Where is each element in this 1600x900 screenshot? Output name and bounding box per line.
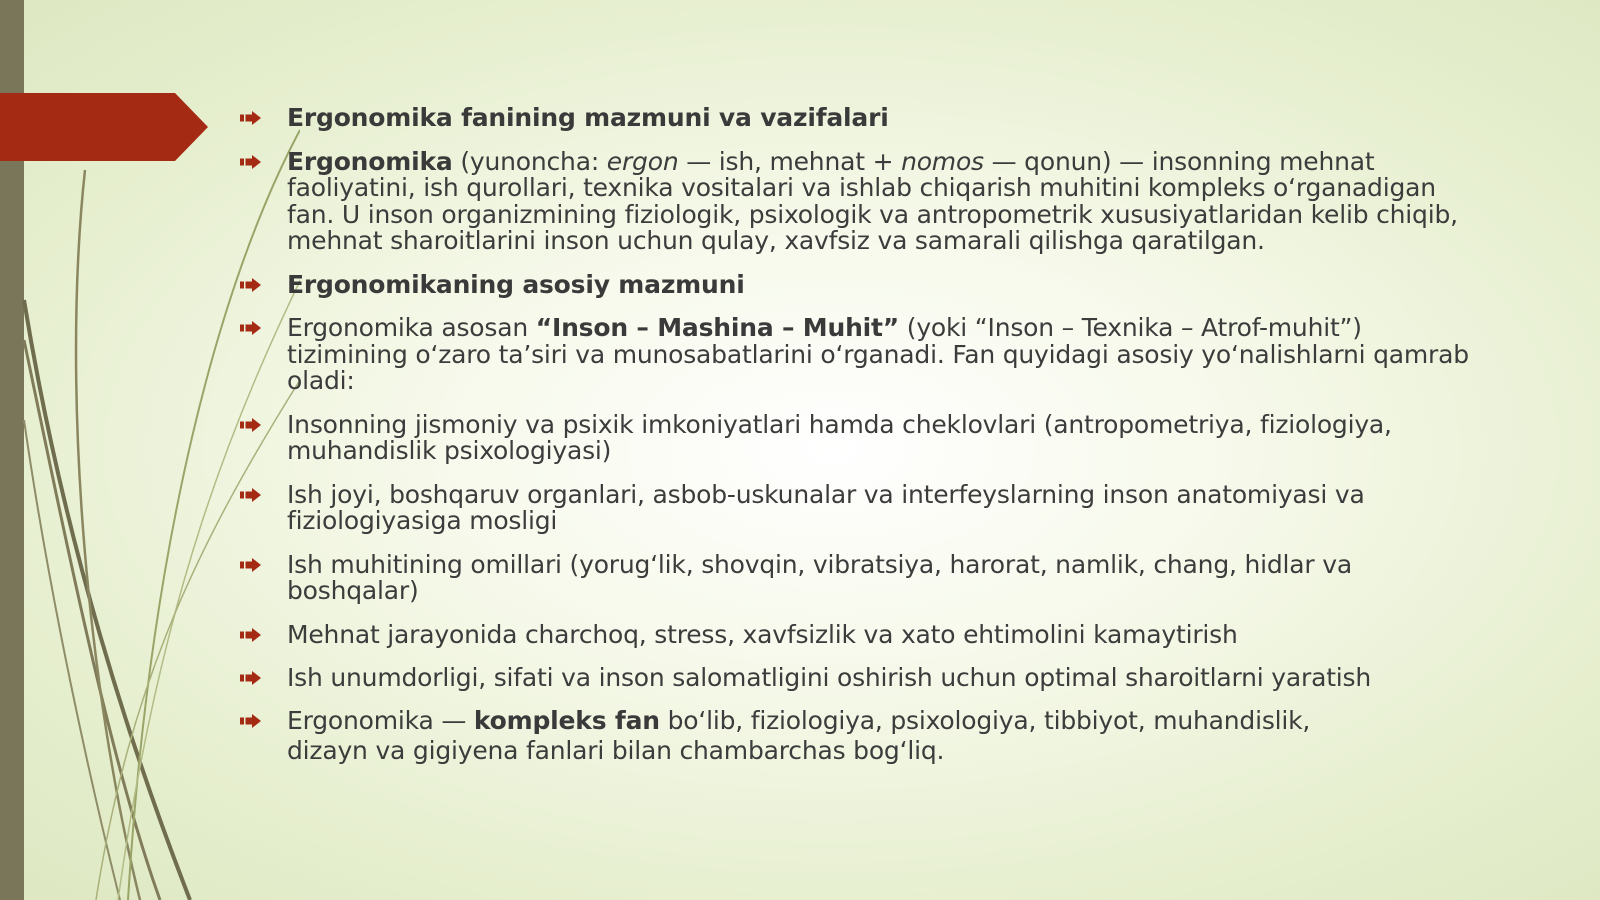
- item-text: Mehnat jarayonida charchoq, stress, xavfsizlik va xato ehtimolini kamaytirish: [287, 619, 1238, 649]
- list-item: [240, 409, 1470, 465]
- term-bold: kompleks fan: [473, 705, 660, 735]
- text-segment: (yoki “Inson – Texnika – Atrof-muhit”) tizimining o‘zaro ta’siri va munosabatlarini o‘rganadi. Fan quyidagi asosiy yo‘nalishlarni qamrab oladi:: [287, 313, 1469, 395]
- arrow-bullet-icon: [240, 418, 262, 432]
- text-segment: — qonun) — insonning mehnat faoliyatini, ish qurollari, texnika vositalari va ishlab chiqarish muhitini kompleks o‘rganadigan fan. U inson organizmining fiziologik, psixologik va antropometrik xususiyatlaridan kelib chiqib, mehnat sharoitlarini inson uchun qulay, xavfsiz va samarali qilishga qaratilgan.: [287, 146, 1458, 255]
- item-text: Ish joyi, boshqaruv organlari, asbob-uskunalar va interfeyslarning inson anatomiyasi va fiziologiyasiga mosligi: [287, 479, 1365, 535]
- item-text: Ish unumdorligi, sifati va inson salomatligini oshirish uchun optimal sharoitlarni yaratish: [287, 663, 1372, 692]
- arrow-bullet-icon: [240, 488, 262, 502]
- text-segment: bo‘lib, fiziologiya, psixologiya, tibbiyot, muhandislik,: [659, 705, 1311, 735]
- list-item: [240, 146, 1470, 255]
- list-item: [240, 665, 1470, 692]
- list-item: [240, 619, 1470, 649]
- title-arrow-banner: [0, 93, 210, 161]
- arrow-bullet-icon: [240, 671, 262, 685]
- arrow-bullet-icon: [240, 714, 262, 728]
- arrow-bullet-icon: [240, 558, 262, 572]
- arrow-bullet-icon: [240, 278, 262, 292]
- text-segment: dizayn va gigiyena fanlari bilan chambarchas bog‘liq.: [287, 736, 945, 765]
- bullet-list: [240, 105, 1470, 782]
- text-segment: Ergonomika —: [287, 705, 474, 735]
- item-text: Insonning jismoniy va psixik imkoniyatlari hamda cheklovlari (antropometriya, fiziologiya, muhandislik psixologiyasi): [287, 409, 1392, 465]
- list-item: [240, 549, 1470, 605]
- list-item: [240, 479, 1470, 535]
- arrow-bullet-icon: [240, 111, 262, 125]
- term-bold: Ergonomika: [287, 146, 453, 176]
- heading-text: Ergonomika fanining mazmuni va vazifalari: [287, 103, 889, 132]
- arrow-bullet-icon: [240, 155, 262, 169]
- list-item: [240, 705, 1470, 765]
- list-item: [240, 105, 1470, 132]
- text-segment: Ergonomika asosan: [287, 313, 536, 342]
- arrow-bullet-icon: [240, 628, 262, 642]
- arrow-bullet-icon: [240, 321, 262, 335]
- list-item: [240, 269, 1470, 299]
- heading-text: Ergonomikaning asosiy mazmuni: [287, 269, 745, 299]
- text-segment: (yunoncha:: [452, 146, 607, 176]
- item-text: Ish muhitining omillari (yorug‘lik, shovqin, vibratsiya, harorat, namlik, chang, hidlar va boshqalar): [287, 549, 1352, 605]
- term-italic: nomos: [901, 146, 984, 176]
- term-italic: ergon: [606, 146, 679, 176]
- list-item: [240, 315, 1470, 395]
- text-segment: — ish, mehnat +: [678, 146, 902, 176]
- term-bold: “Inson – Mashina – Muhit”: [535, 313, 900, 342]
